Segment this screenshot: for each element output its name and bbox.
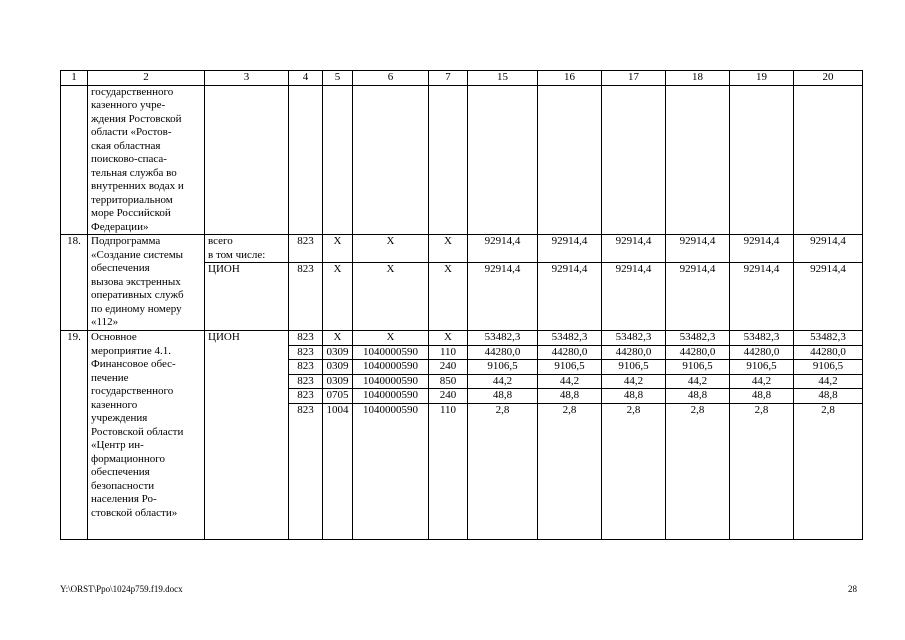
csr-cell: Х [353,235,429,263]
value-cell: 44280,0 [538,345,602,360]
value-cell: 48,8 [468,389,538,404]
value-cell: 53482,3 [666,331,730,346]
grbs-cell: 823 [289,360,323,375]
value-cell: 9106,5 [730,360,794,375]
header-cell: 17 [602,71,666,86]
value-cell: 44280,0 [730,345,794,360]
value-cell: 2,8 [666,403,730,539]
vr-cell: 110 [429,345,468,360]
grbs-cell: 823 [289,331,323,346]
value-cell: 2,8 [730,403,794,539]
value-cell: 92914,4 [794,235,863,263]
table-row [61,331,863,346]
vr-cell: 110 [429,403,468,539]
executor-cell: ЦИОН [205,263,289,331]
budget-table [60,70,863,540]
value-cell: 92914,4 [602,263,666,331]
value-cell: 2,8 [468,403,538,539]
header-cell: 18 [666,71,730,86]
value-cell: 92914,4 [468,235,538,263]
grbs-cell: 823 [289,263,323,331]
value-cell: 44,2 [538,374,602,389]
value-cell: 53482,3 [468,331,538,346]
value-cell: 44,2 [602,374,666,389]
value-cell: 48,8 [602,389,666,404]
rzpr-cell: 0309 [323,360,353,375]
grbs-cell: 823 [289,389,323,404]
row-name: Подпрограмма «Создание системы обеспечения вызова экстренных оперативных служб по единому номеру «112» [88,235,205,331]
value-cell: 44,2 [794,374,863,389]
csr-cell: 1040000590 [353,360,429,375]
value-cell: 9106,5 [666,360,730,375]
header-row [61,71,863,86]
value-cell: 48,8 [538,389,602,404]
vr-cell: Х [429,263,468,331]
header-cell: 4 [289,71,323,86]
row-number: 19. [61,331,88,540]
vr-cell: 850 [429,374,468,389]
value-cell: 92914,4 [730,235,794,263]
rzpr-cell: Х [323,235,353,263]
rzpr-cell: Х [323,263,353,331]
row-name: Основное мероприятие 4.1. Финансовое обес- печение государственного казенного учреждения Ростовской области «Центр ин- формационного обеспечения безопасности населения Ро- стовской области» [88,331,205,540]
value-cell: 2,8 [602,403,666,539]
csr-cell: Х [353,331,429,346]
value-cell: 2,8 [538,403,602,539]
page-number: 28 [848,584,857,594]
csr-cell: 1040000590 [353,389,429,404]
value-cell: 48,8 [794,389,863,404]
value-cell: 44,2 [666,374,730,389]
value-cell: 53482,3 [794,331,863,346]
header-cell: 1 [61,71,88,86]
value-cell: 92914,4 [794,263,863,331]
value-cell: 53482,3 [602,331,666,346]
row-number: 18. [61,235,88,331]
rzpr-cell: 0309 [323,374,353,389]
grbs-cell: 823 [289,374,323,389]
value-cell: 9106,5 [602,360,666,375]
value-cell: 48,8 [730,389,794,404]
row-name: государственного казенного учре- ждения Ростовской области «Ростов- ская областная поисково-спаса- тельная служба во внутренних водах и территориальном море Российской Федерации» [88,85,205,235]
value-cell: 44,2 [468,374,538,389]
value-cell: 92914,4 [468,263,538,331]
grbs-cell: 823 [289,403,323,539]
header-cell: 15 [468,71,538,86]
header-cell: 19 [730,71,794,86]
row-number [61,85,88,235]
header-cell: 6 [353,71,429,86]
vr-cell: Х [429,331,468,346]
rzpr-cell: 0705 [323,389,353,404]
value-cell: 44280,0 [666,345,730,360]
value-cell: 9106,5 [794,360,863,375]
table-row [61,235,863,263]
csr-cell: 1040000590 [353,374,429,389]
vr-cell: Х [429,235,468,263]
value-cell: 92914,4 [730,263,794,331]
value-cell: 92914,4 [538,263,602,331]
header-cell: 20 [794,71,863,86]
value-cell: 44280,0 [602,345,666,360]
value-cell: 92914,4 [602,235,666,263]
value-cell: 2,8 [794,403,863,539]
value-cell: 53482,3 [730,331,794,346]
value-cell: 48,8 [666,389,730,404]
value-cell: 44,2 [730,374,794,389]
header-cell: 5 [323,71,353,86]
value-cell: 92914,4 [666,235,730,263]
csr-cell: 1040000590 [353,345,429,360]
csr-cell: 1040000590 [353,403,429,539]
grbs-cell: 823 [289,235,323,263]
value-cell: 9106,5 [468,360,538,375]
file-path: Y:\ORST\Ppo\1024p759.f19.docx [60,584,183,594]
header-cell: 2 [88,71,205,86]
rzpr-cell: 0309 [323,345,353,360]
value-cell: 53482,3 [538,331,602,346]
header-cell: 16 [538,71,602,86]
header-cell: 3 [205,71,289,86]
vr-cell: 240 [429,360,468,375]
rzpr-cell: 1004 [323,403,353,539]
value-cell: 9106,5 [538,360,602,375]
vr-cell: 240 [429,389,468,404]
executor-cell: ЦИОН [205,331,289,540]
value-cell: 44280,0 [794,345,863,360]
value-cell: 44280,0 [468,345,538,360]
csr-cell: Х [353,263,429,331]
grbs-cell: 823 [289,345,323,360]
table-row [61,85,863,235]
value-cell: 92914,4 [538,235,602,263]
value-cell: 92914,4 [666,263,730,331]
header-cell: 7 [429,71,468,86]
executor-cell: всего в том числе: [205,235,289,263]
rzpr-cell: Х [323,331,353,346]
